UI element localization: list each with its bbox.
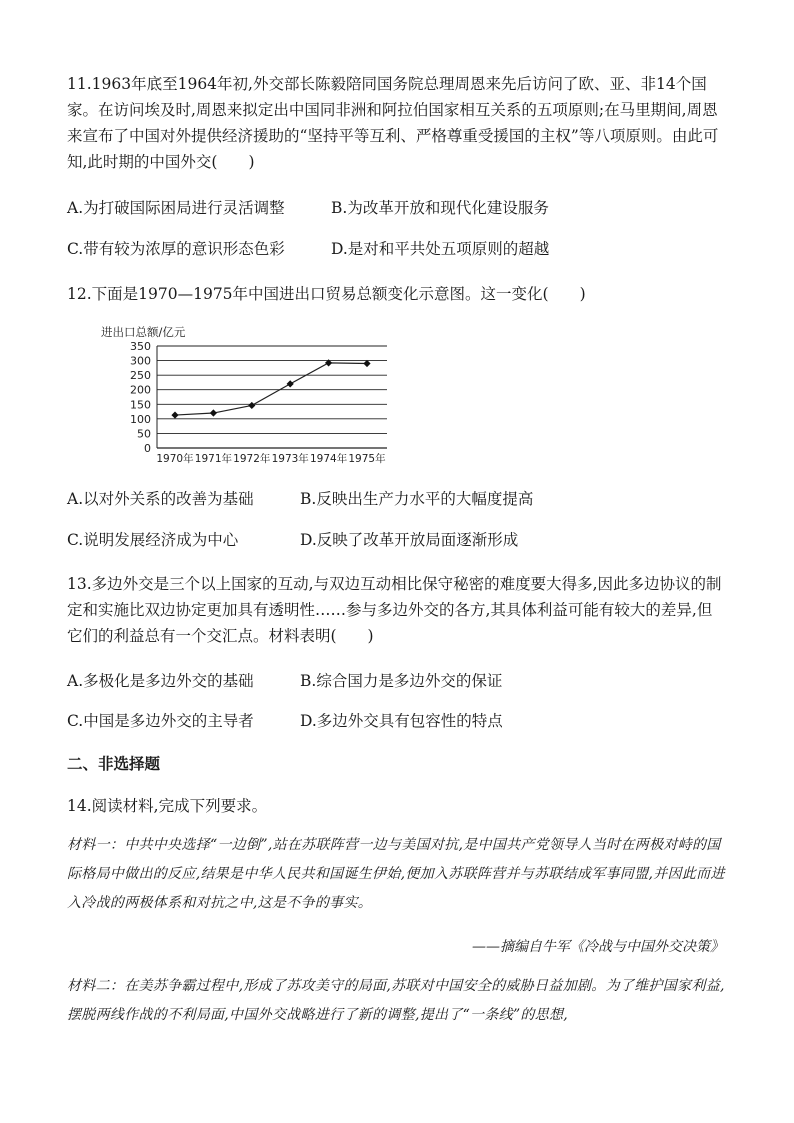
data-point xyxy=(248,402,255,409)
data-point xyxy=(210,409,217,416)
data-point xyxy=(287,380,294,387)
x-tick-label: 1974年 xyxy=(309,453,348,465)
x-tick-label: 1971年 xyxy=(194,453,233,465)
series-line xyxy=(175,363,367,415)
q11-option-d[interactable]: D.是对和平共处五项原则的超越 xyxy=(331,240,550,258)
q11-option-c[interactable]: C.带有较为浓厚的意识形态色彩 xyxy=(67,240,285,258)
material-2: 材料二：在美苏争霸过程中,形成了苏攻美守的局面,苏联对中国安全的威胁日益加剧。为了维护国家利益,摆脱两线作战的不利局面,中国外交战略进行了新的调整,提出了“一条线”的思想, xyxy=(67,978,725,1023)
y-tick-label: 0 xyxy=(144,442,151,455)
material-1: 材料一：中共中央选择“一边倒”,站在苏联阵营一边与美国对抗,是中国共产党领导人当时在两极对峙的国际格局中做出的反应,结果是中华人民共和国诞生伊始,便加入苏联阵营并与苏联结成军事同盟,并因此而进入冷战的两极体系和对抗之中,这是不争的事实。 xyxy=(67,837,725,911)
q12-option-c[interactable]: C.说明发展经济成为中心 xyxy=(67,531,239,549)
q12-option-b[interactable]: B.反映出生产力水平的大幅度提高 xyxy=(300,490,534,508)
y-tick-label: 350 xyxy=(130,340,151,353)
q11-stem: 11.1963年底至1964年初,外交部长陈毅陪同国务院总理周恩来先后访问了欧、亚、非14个国家。在访问埃及时,周恩来拟定出中国同非洲和阿拉伯国家相互关系的五项原则;在马里期间,周恩来宣布了中国对外提供经济援助的“坚持平等互利、严格尊重受援国的主权”等八项原则。由此可知,此时期的中国外交( ) xyxy=(67,75,719,171)
q13-stem: 13.多边外交是三个以上国家的互动,与双边互动相比保守秘密的难度要大得多,因此多边协议的制定和实施比双边协定更加具有透明性……参与多边外交的各方,其具体利益可能有较大的差异,但它们的利益总有一个交汇点。材料表明( ) xyxy=(67,575,722,645)
y-tick-label: 200 xyxy=(130,383,151,397)
q13-option-a[interactable]: A.多极化是多边外交的基础 xyxy=(67,672,254,690)
q12-option-a[interactable]: A.以对外关系的改善为基础 xyxy=(67,490,254,508)
q13-option-c[interactable]: C.中国是多边外交的主导者 xyxy=(67,712,254,730)
material-1-source: ——摘编自牛军《冷战与中国外交决策》 xyxy=(472,939,724,955)
q12-stem: 12.下面是1970—1975年中国进出口贸易总额变化示意图。这一变化( ) xyxy=(67,285,586,303)
y-tick-label: 300 xyxy=(130,354,151,368)
y-tick-label: 100 xyxy=(130,412,151,426)
trade-line-chart xyxy=(95,320,395,470)
q13-option-d[interactable]: D.多边外交具有包容性的特点 xyxy=(300,712,503,730)
y-axis-label: 进出口总额/亿元 xyxy=(101,325,186,339)
section-title: 二、非选择题 xyxy=(67,755,161,773)
q11-option-a[interactable]: A.为打破国际困局进行灵活调整 xyxy=(67,199,285,217)
x-tick-label: 1970年 xyxy=(156,453,194,465)
y-tick-label: 50 xyxy=(137,427,151,441)
x-tick-label: 1973年 xyxy=(271,453,309,465)
data-point xyxy=(171,411,178,418)
x-tick-label: 1975年 xyxy=(348,453,386,465)
y-tick-label: 150 xyxy=(130,398,151,412)
q12-option-d[interactable]: D.反映了改革开放局面逐渐形成 xyxy=(300,531,519,549)
y-tick-label: 250 xyxy=(130,369,151,383)
q13-option-b[interactable]: B.综合国力是多边外交的保证 xyxy=(300,672,503,690)
q14-stem: 14.阅读材料,完成下列要求。 xyxy=(67,797,268,815)
q11-option-b[interactable]: B.为改革开放和现代化建设服务 xyxy=(331,199,549,217)
x-tick-label: 1972年 xyxy=(233,453,271,465)
